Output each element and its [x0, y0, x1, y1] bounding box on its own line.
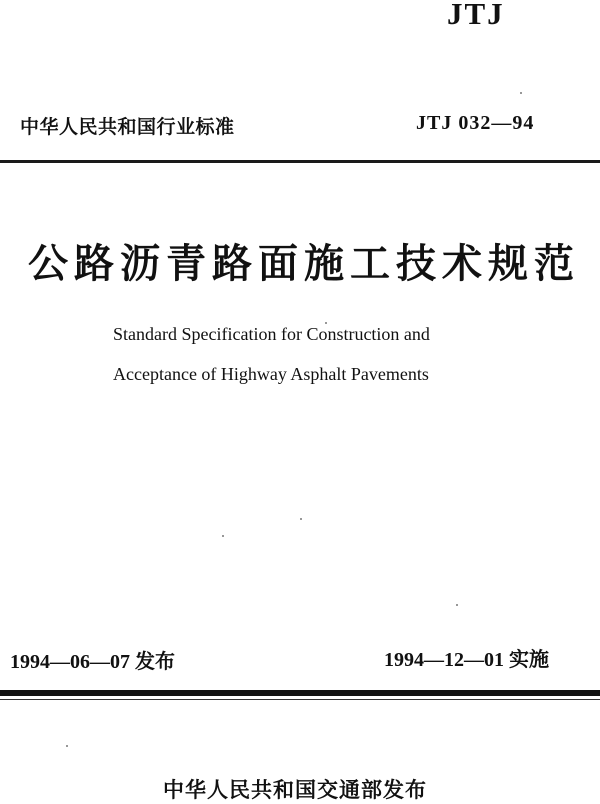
standard-number: JTJ 032—94	[416, 112, 535, 134]
footer-divider-thin	[0, 699, 600, 700]
header-divider	[0, 160, 600, 163]
scan-speck	[222, 535, 224, 537]
issue-date: 1994—06—07	[10, 651, 130, 673]
industry-standard-label: 中华人民共和国行业标准	[20, 116, 235, 138]
issue-label: 发布	[135, 649, 175, 673]
effective-date-block	[384, 643, 549, 672]
scan-speck	[325, 322, 327, 324]
scan-speck	[66, 745, 68, 747]
scan-speck	[520, 92, 522, 94]
document-title-english-line-1: Standard Specification for Construction and	[113, 324, 430, 344]
corner-standard-code: JTJ	[447, 0, 505, 31]
publisher-line: 中华人民共和国交通部发布	[163, 778, 427, 802]
scan-speck	[456, 604, 458, 606]
effective-label: 实施	[509, 647, 549, 671]
scan-speck	[300, 518, 302, 520]
footer-divider-thick	[0, 690, 600, 696]
issue-date-block	[10, 645, 175, 674]
document-title-chinese: 公路沥青路面施工技术规范	[28, 241, 580, 287]
effective-date: 1994—12—01	[384, 649, 504, 671]
document-title-english-line-2: Acceptance of Highway Asphalt Pavements	[113, 364, 429, 384]
